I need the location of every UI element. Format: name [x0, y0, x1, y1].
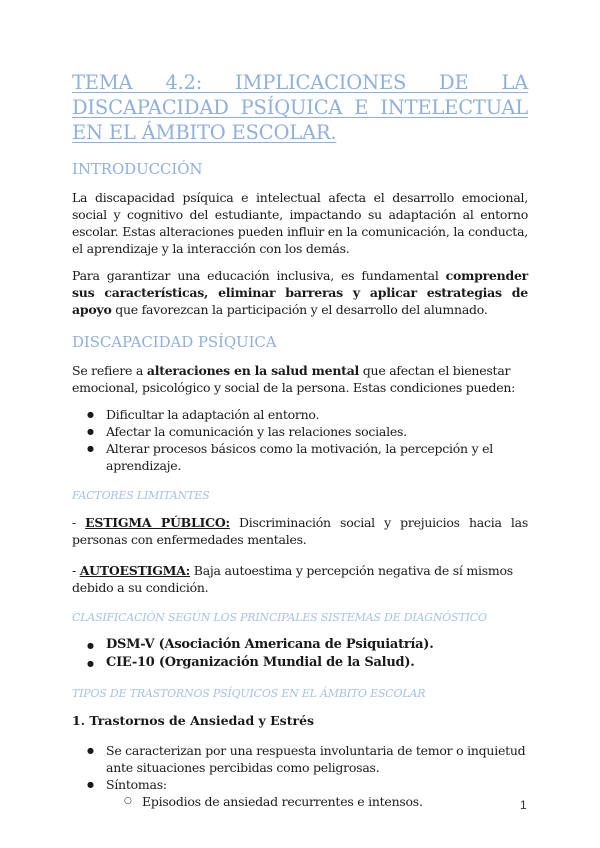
factor-term: AUTOESTIGMA:: [79, 563, 191, 578]
section-heading-discapacidad-psiquica: DISCAPACIDAD PSÍQUICA: [72, 333, 277, 351]
intro-paragraph-1: La discapacidad psíquica e intelectual afecta el desarrollo emocional, social y cognitivo del estudiante, impactando su adaptación al entorno escolar. Estas alteraciones pueden influir en la comunicación, la conducta, el aprendizaje y la interacción con los demás.: [72, 190, 528, 256]
intro-paragraph-2: Para garantizar una educación inclusiva, es fundamental comprender sus características, eliminar barreras y aplicar estrategias de apoyo que favorezcan la participación y el desarrollo del alumnado.: [72, 268, 528, 317]
list-item: ● Se caracterizan por una respuesta involuntaria de temor o inquietud ante situaciones percibidas como peligrosas.: [72, 742, 528, 776]
psiquica-list: [72, 406, 528, 474]
subsection-heading-factores: FACTORES LIMITANTES: [72, 489, 210, 502]
list-item: ○ Episodios de ansiedad recurrentes e intensos.: [72, 793, 528, 810]
list-item: ● Síntomas:: [72, 776, 528, 793]
clasificacion-list: [72, 636, 528, 672]
factor-autoestigma: - AUTOESTIGMA: Baja autoestima y percepción negativa de sí mismos debido a su condición.: [72, 563, 513, 595]
psiquica-emphasis: alteraciones en la salud mental: [146, 363, 360, 378]
sintomas-list: [72, 793, 528, 810]
trastorno-heading: 1. Trastornos de Ansiedad y Estrés: [72, 713, 315, 728]
subsection-heading-tipos: TIPOS DE TRASTORNOS PSÍQUICOS EN EL ÁMBITO ESCOLAR: [72, 687, 426, 700]
list-item: ● CIE-10 (Organización Mundial de la Salud).: [72, 654, 528, 672]
subsection-heading-clasificacion: CLASIFICACIÓN SEGÚN LOS PRINCIPALES SISTEMAS DE DIAGNÓSTICO: [72, 611, 487, 624]
document-page: [72, 70, 528, 820]
trastorno-list: [72, 742, 528, 793]
list-item: ● DSM-V (Asociación Americana de Psiquiatría).: [72, 636, 528, 654]
section-heading-introduccion: INTRODUCCIÓN: [72, 160, 203, 178]
list-item: ● Afectar la comunicación y las relaciones sociales.: [72, 423, 528, 440]
psiquica-paragraph: Se refiere a alteraciones en la salud mental que afectan el bienestar emocional, psicológico y social de la persona. Estas condiciones pueden:: [72, 363, 516, 395]
list-item: ● Dificultar la adaptación al entorno.: [72, 406, 528, 423]
list-item: ● Alterar procesos básicos como la motivación, la percepción y el aprendizaje.: [72, 440, 528, 474]
document-title: TEMA 4.2: IMPLICACIONES DE LA DISCAPACIDAD PSÍQUICA E INTELECTUAL EN EL ÁMBITO ESCOLAR.: [72, 71, 528, 144]
intro-emphasis: comprender sus características, eliminar barreras y aplicar estrategias de apoyo: [72, 268, 528, 317]
page-number: 1: [520, 798, 527, 812]
factor-estigma-publico: - ESTIGMA PÚBLICO: Discriminación social y prejuicios hacia las personas con enfermedades mentales.: [72, 515, 528, 547]
factor-term: ESTIGMA PÚBLICO:: [85, 515, 230, 530]
